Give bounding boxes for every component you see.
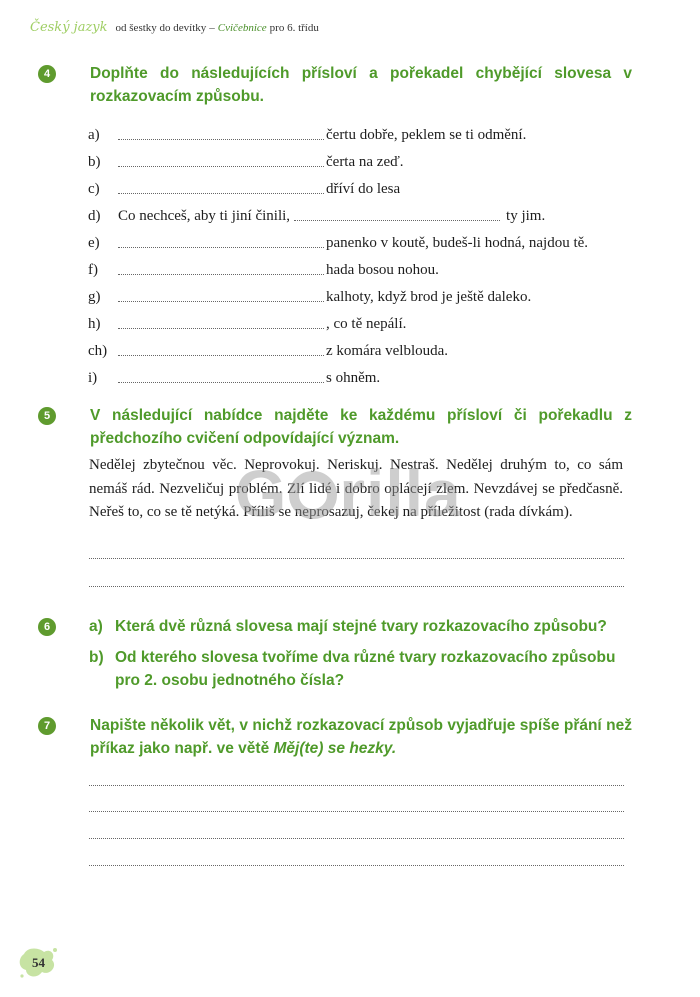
task-heading: V následující nabídce najděte ke každému přísloví či pořekadlu z předchozího cvičení odpovídající význam. bbox=[90, 407, 632, 447]
answer-blank[interactable] bbox=[118, 262, 324, 275]
item-text: , co tě nepálí. bbox=[326, 316, 407, 332]
exercise-item bbox=[88, 252, 648, 279]
page-number: 54 bbox=[32, 955, 45, 970]
answer-line[interactable] bbox=[89, 558, 624, 559]
item-text: kalhoty, když brod je ještě daleko. bbox=[326, 289, 532, 305]
answer-line[interactable] bbox=[89, 838, 624, 839]
page-header bbox=[30, 20, 319, 40]
task-4 bbox=[43, 62, 632, 108]
task-heading: Doplňte do následujících přísloví a pořekadel chybějící slovesa v rozkazovacím způsobu. bbox=[90, 65, 632, 105]
watermark-ring-icon bbox=[289, 471, 337, 519]
answer-blank[interactable] bbox=[118, 181, 324, 194]
exercise-list bbox=[88, 117, 648, 387]
item-text: panenko v koutě, budeš-li hodná, najdou tě. bbox=[326, 235, 589, 251]
series-subtitle: od šestky do devítky bbox=[115, 22, 207, 34]
item-prefix: Co nechceš, aby ti jiní činili, bbox=[118, 208, 291, 224]
gorilla-watermark: G rilla bbox=[235, 456, 462, 530]
item-label: h) bbox=[88, 316, 101, 332]
task-number-badge: 5 bbox=[38, 407, 56, 425]
task-5 bbox=[43, 404, 632, 450]
answer-blank[interactable] bbox=[118, 235, 324, 248]
answer-blank[interactable] bbox=[118, 289, 324, 302]
series-logo: Český jazyk bbox=[30, 20, 108, 35]
item-text: hada bosou nohou. bbox=[326, 262, 439, 278]
item-text: čertu dobře, peklem se ti odmění. bbox=[326, 127, 527, 143]
question-text: Která dvě různá slovesa mají stejné tvary rozkazovacího způsobu? bbox=[115, 618, 607, 635]
book-grade: pro 6. třídu bbox=[269, 22, 319, 34]
task-number-badge: 7 bbox=[38, 717, 56, 735]
exercise-item bbox=[88, 171, 648, 198]
question-text: Od kterého slovesa tvoříme dva různé tvary rozkazovacího způsobu pro 2. osobu jednotného čísla? bbox=[115, 649, 616, 689]
item-text: ty jim. bbox=[506, 208, 546, 224]
item-label: b) bbox=[88, 154, 101, 170]
answer-blank[interactable] bbox=[118, 370, 324, 383]
meanings-paragraph: Nedělej zbytečnou věc. Neprovokuj. Neriskuj. Nestraš. Nedělej druhým to, co sám nemáš rád. Nezveličuj problém. Zlí lidé i dobro oplácejí zlem. Nevzdávej se předčasně. Neřeš to, co se tě netýká. Příliš se neprosazuj, čekej na příležitost (rada dívkám). bbox=[89, 457, 623, 520]
answer-blank[interactable] bbox=[294, 208, 500, 221]
item-label: e) bbox=[88, 235, 100, 251]
exercise-item bbox=[88, 198, 648, 225]
answer-blank[interactable] bbox=[118, 154, 324, 167]
answer-blank[interactable] bbox=[118, 343, 324, 356]
book-title: Cvičebnice bbox=[217, 22, 267, 34]
item-text: dříví do lesa bbox=[326, 181, 401, 197]
item-label: i) bbox=[88, 370, 98, 386]
item-label: a) bbox=[88, 127, 100, 143]
answer-line[interactable] bbox=[89, 811, 624, 812]
question-6a bbox=[89, 615, 625, 638]
item-label: g) bbox=[88, 289, 101, 305]
item-text: čerta na zeď. bbox=[326, 154, 404, 170]
question-label: b) bbox=[89, 649, 104, 666]
item-text: z komára velblouda. bbox=[326, 343, 449, 359]
task-number-badge: 4 bbox=[38, 65, 56, 83]
item-label: c) bbox=[88, 181, 100, 197]
question-label: a) bbox=[89, 618, 103, 635]
exercise-item bbox=[88, 306, 648, 333]
task-heading: Napište několik vět, v nichž rozkazovací způsob vyjadřuje spíše přání než příkaz jako např. ve větě Měj(te) se hezky. bbox=[90, 717, 632, 757]
answer-line[interactable] bbox=[89, 785, 624, 786]
exercise-item bbox=[88, 279, 648, 306]
answer-blank[interactable] bbox=[118, 316, 324, 329]
question-6b bbox=[89, 646, 625, 692]
item-label: ch) bbox=[88, 343, 108, 359]
task-number-badge: 6 bbox=[38, 618, 56, 636]
example-sentence: Měj(te) se hezky. bbox=[273, 740, 397, 757]
answer-line[interactable] bbox=[89, 586, 624, 587]
answer-line[interactable] bbox=[89, 865, 624, 866]
exercise-item bbox=[88, 360, 648, 387]
answer-blank[interactable] bbox=[118, 127, 324, 140]
exercise-item bbox=[88, 117, 648, 144]
exercise-item bbox=[88, 333, 648, 360]
task-7 bbox=[43, 714, 632, 760]
item-label: f) bbox=[88, 262, 98, 278]
header-separator: – bbox=[209, 22, 215, 34]
exercise-item bbox=[88, 225, 648, 252]
exercise-item bbox=[88, 144, 648, 171]
item-label: d) bbox=[88, 208, 101, 224]
item-text: s ohněm. bbox=[326, 370, 381, 386]
